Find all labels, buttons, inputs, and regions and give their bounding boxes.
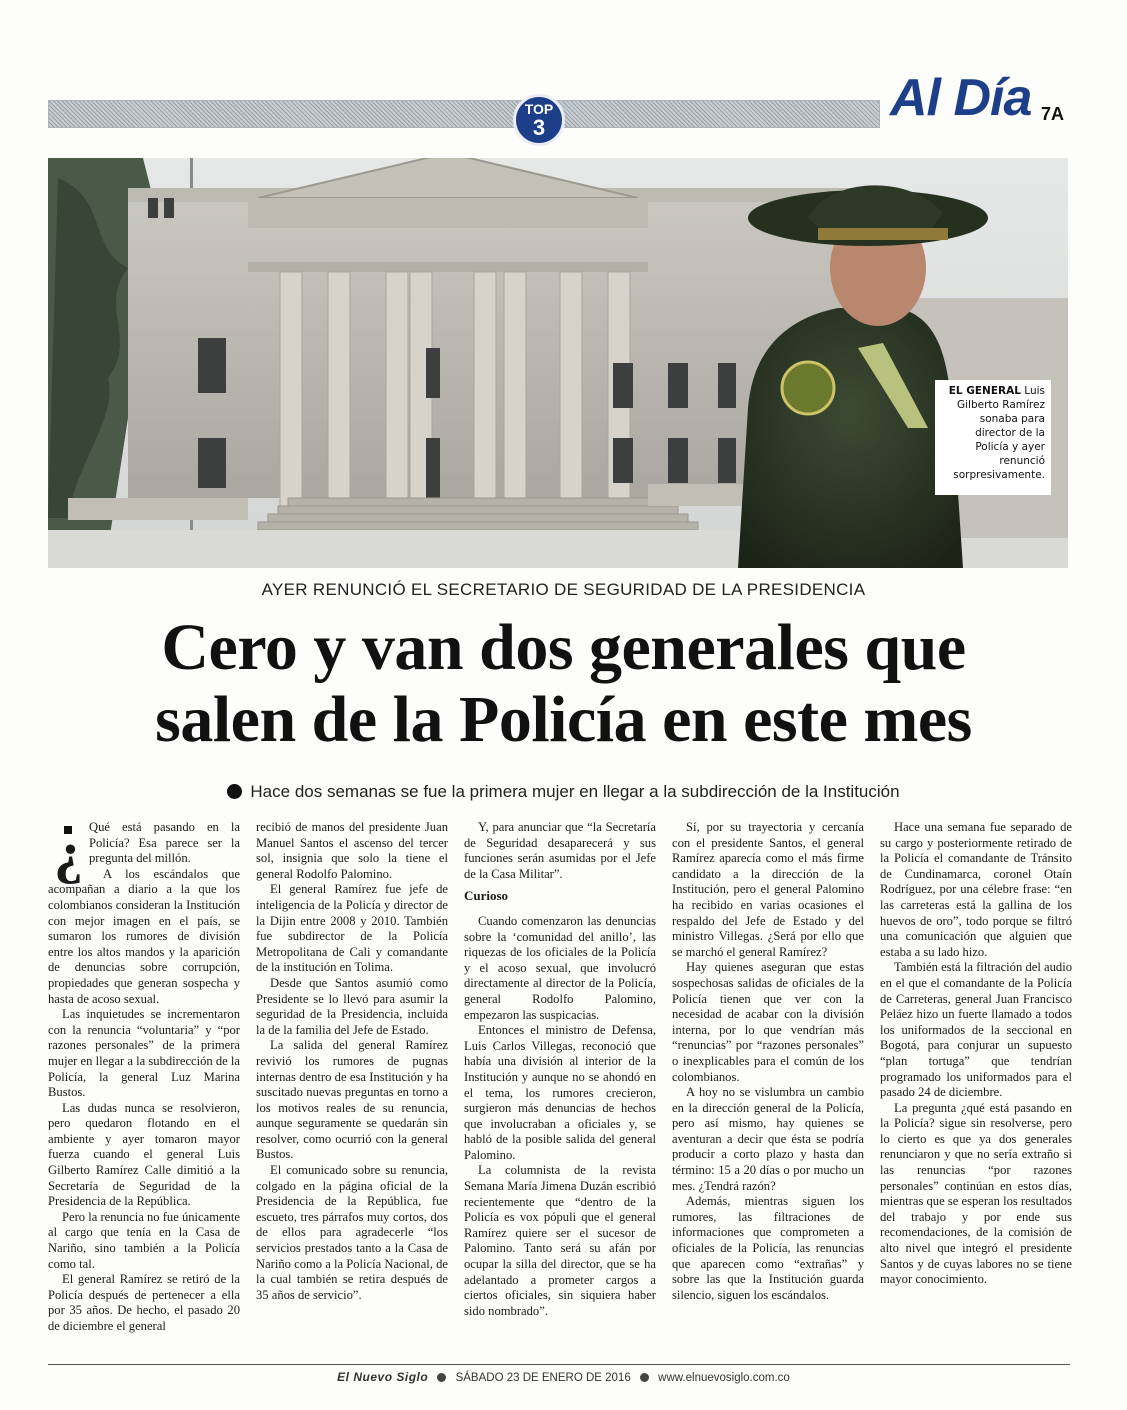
paragraph: La pregunta ¿qué está pasando en la Policía? sigue sin resolverse, pero lo cierto es que ya dos generales renunciaron y que no sería extraño si las renuncias “por razones personales” continúan en estos días, mientras que se esperan los resultados del trabajo y por ende sus recomendaciones, de la comisión de alto nivel que integró el presidente Santos y de cuyas labores no se tiene mayor conocimiento. xyxy=(880,1100,1072,1287)
footer-brand: El Nuevo Siglo xyxy=(337,1370,429,1384)
palace-and-general-image xyxy=(48,158,1068,568)
caption-text: Luis Gilberto Ramírez sonaba para director de la Policía y ayer renunció sorpresivamente. xyxy=(953,385,1045,481)
footer-rule xyxy=(48,1364,1070,1365)
article-subhead xyxy=(0,782,1127,802)
paragraph: Entonces el ministro de Defensa, Luis Carlos Villegas, reconoció que había una división al interior de la Institución y aunque no se ahondó en el tema, los rumores crecieron, surgieron más denuncias de hechos que involucraban a oficiales y, se habló de la posible salida del general Palomino. xyxy=(464,1023,656,1162)
bullet-icon xyxy=(227,784,242,799)
paragraph: El general Ramírez se retiró de la Policía después de pertenecer a ella por 35 años. De hecho, el pasado 20 de diciembre el general xyxy=(48,1272,240,1333)
article-column-4 xyxy=(672,820,864,1360)
subhead-text: Hace dos semanas se fue la primera mujer en llegar a la subdirección de la Institución xyxy=(250,782,900,801)
paragraph: Cuando comenzaron las denuncias sobre la ‘comunidad del anillo’, las riquezas de los oficiales de la Policía y el acoso sexual, que involucró directamente al director de la Policía, general Rodolfo Palomino, empezaron las suspicacias. xyxy=(464,913,656,1022)
paragraph: Qué está pasando en la Policía? Esa parece ser la pregunta del millón. xyxy=(89,820,240,866)
section-header-band xyxy=(48,100,880,128)
footer-url[interactable]: www.elnuevosiglo.com.co xyxy=(658,1372,790,1384)
paragraph: Hay quienes aseguran que estas sospechosas salidas de oficiales de la Policía tienen que ver con la necesidad de acabar con la división interna, por lo que vendrían más “renuncias” por “razones personales” o inexplicables para el común de los colombianos. xyxy=(672,960,864,1084)
headline-line-1: Cero y van dos generales que xyxy=(161,611,966,684)
article-kicker: AYER RENUNCIÓ EL SECRETARIO DE SEGURIDAD DE LA PRESIDENCIA xyxy=(261,580,866,599)
paragraph: Sí, por su trayectoria y cercanía con el presidente Santos, el general Ramírez aparecía como el más firme candidato a la dirección de la Institución, pero el general Palomino ha recibido en varias ocasiones el respaldo del Jefe de Estado y del ministro Villegas. ¿Será por ello que se marchó el general Ramírez? xyxy=(672,820,864,959)
headline-line-2: salen de la Policía en este mes xyxy=(155,683,972,756)
section-title: Al Día xyxy=(890,69,1032,127)
paragraph: Desde que Santos asumió como Presidente se lo llevó para asumir la seguridad de la Presidencia, incluida la de la familia del Jefe de Estado. xyxy=(256,975,448,1037)
top3-badge xyxy=(513,94,565,146)
caption-lead: EL GENERAL xyxy=(948,385,1021,397)
footer-date: SÁBADO 23 DE ENERO DE 2016 xyxy=(455,1372,631,1384)
paragraph: La columnista de la revista Semana María Jimena Duzán escribió recientemente que “dentro de la Policía es vox pópuli que el general Ramírez quiere ser el sucesor de Palomino. Tanto será su afán por ocupar la silla del director, que se ha adelantado a prometer cargos a ciertos oficiales, sin siquiera haber sido nombrado”. xyxy=(464,1163,656,1318)
paragraph: El comunicado sobre su renuncia, colgado en la página oficial de la Presidencia de la República, fue escueto, tres párrafos muy cortos, dos de ellos para agradecerle “los servicios prestados tanto a la Casa de Nariño como a la Policía Nacional, de la cual también se retira después de 35 años de servicio”. xyxy=(256,1163,448,1302)
drop-cap: ¿ xyxy=(54,820,83,885)
lead-photo xyxy=(48,158,1068,568)
article-column-3 xyxy=(464,820,656,1360)
paragraph: A hoy no se vislumbra un cambio en la dirección general de la Policía, pero así mismo, hay quienes se aventuran a decir que ésta se podría producir a corto plazo y hasta dan término: 15 a 20 días o por mucho un mes. ¿Tendrá razón? xyxy=(672,1085,864,1193)
article-column-1 xyxy=(48,820,240,1360)
subsection-heading: Curioso xyxy=(464,888,509,904)
paragraph: La salida del general Ramírez revivió los rumores de pugnas internas dentro de esa Institución y ha suscitado nuevas preguntas en torno a los motivos reales de su renuncia, aunque seguramente se quedarán sin resolver, como ocurrió con la general Bustos. xyxy=(256,1038,448,1162)
bullet-icon xyxy=(640,1373,649,1382)
article-column-2 xyxy=(256,820,448,1360)
paragraph: recibió de manos del presidente Juan Manuel Santos el ascenso del tercer sol, insignia que solo la tiene el general Rodolfo Palomino. xyxy=(256,820,448,881)
paragraph: Y, para anunciar que “la Secretaría de Seguridad desaparecerá y sus funciones serán asumidas por el Jefe de la Casa Militar”. xyxy=(464,820,656,881)
page-number: 7A xyxy=(1041,104,1065,124)
badge-top-label: TOP xyxy=(524,101,554,117)
article-column-5 xyxy=(880,820,1072,1360)
paragraph: Además, mientras siguen los rumores, las filtraciones de informaciones que comprometen a oficiales de la Policía, las renuncias que aparecen como “extrañas” y sobre las que la Institución guarda silencio, siguen los escándalos. xyxy=(672,1194,864,1302)
paragraph: Pero la renuncia no fue únicamente al cargo que tenía en la Casa de Nariño, sino también a la Policía como tal. xyxy=(48,1209,240,1271)
badge-number: 3 xyxy=(532,115,546,140)
photo-caption xyxy=(935,380,1051,495)
paragraph: Las dudas nunca se resolvieron, pero quedaron flotando en el ambiente y ayer tomaron mayor fuerza cuando el general Luis Gilberto Ramírez Calle dimitió a la Secretaría de Seguridad de la Presidencia de la República. xyxy=(48,1100,240,1209)
bullet-icon xyxy=(437,1373,446,1382)
paragraph: Hace una semana fue separado de su cargo y posteriormente retirado de la Policía el comandante de Tránsito de Cundinamarca, coronel Otaín Rodríguez, por una célebre frase: “en las carreteras está la gallina de los huevos de oro”, todo porque se filtró una comunicación que alguien que estaba a su lado hizo. xyxy=(880,820,1072,959)
paragraph: A los escándalos que acompañan a diario a la que los colombianos consideran la Institución con mejor imagen en el país, se sumaron los rumores de división entre los altos mandos y la aparición de denuncias sobre corrupción, propiedades que generan sospecha y hasta de acoso sexual. xyxy=(48,866,240,1006)
paragraph: También está la filtración del audio en el que el comandante de la Policía de Carreteras, general Juan Francisco Peláez hizo un fuerte llamado a todos los uniformados de la seccional en Bogotá, para conjurar un supuesto “plan tortuga” que tendrían programado los uniformados para el pasado 24 de diciembre. xyxy=(880,960,1072,1100)
page-footer xyxy=(0,1370,1127,1384)
paragraph: El general Ramírez fue jefe de inteligencia de la Policía y director de la Dijin entre 2008 y 2010. También fue subdirector de la Policía Metropolitana de Cali y comandante de la institución en Tolima. xyxy=(256,882,448,975)
article-headline xyxy=(20,612,1107,756)
paragraph: Las inquietudes se incrementaron con la renuncia “voluntaria” y “por razones personales” de la primera mujer en llegar a la subdirección de la Policía, la general Luz Marina Bustos. xyxy=(48,1007,240,1100)
